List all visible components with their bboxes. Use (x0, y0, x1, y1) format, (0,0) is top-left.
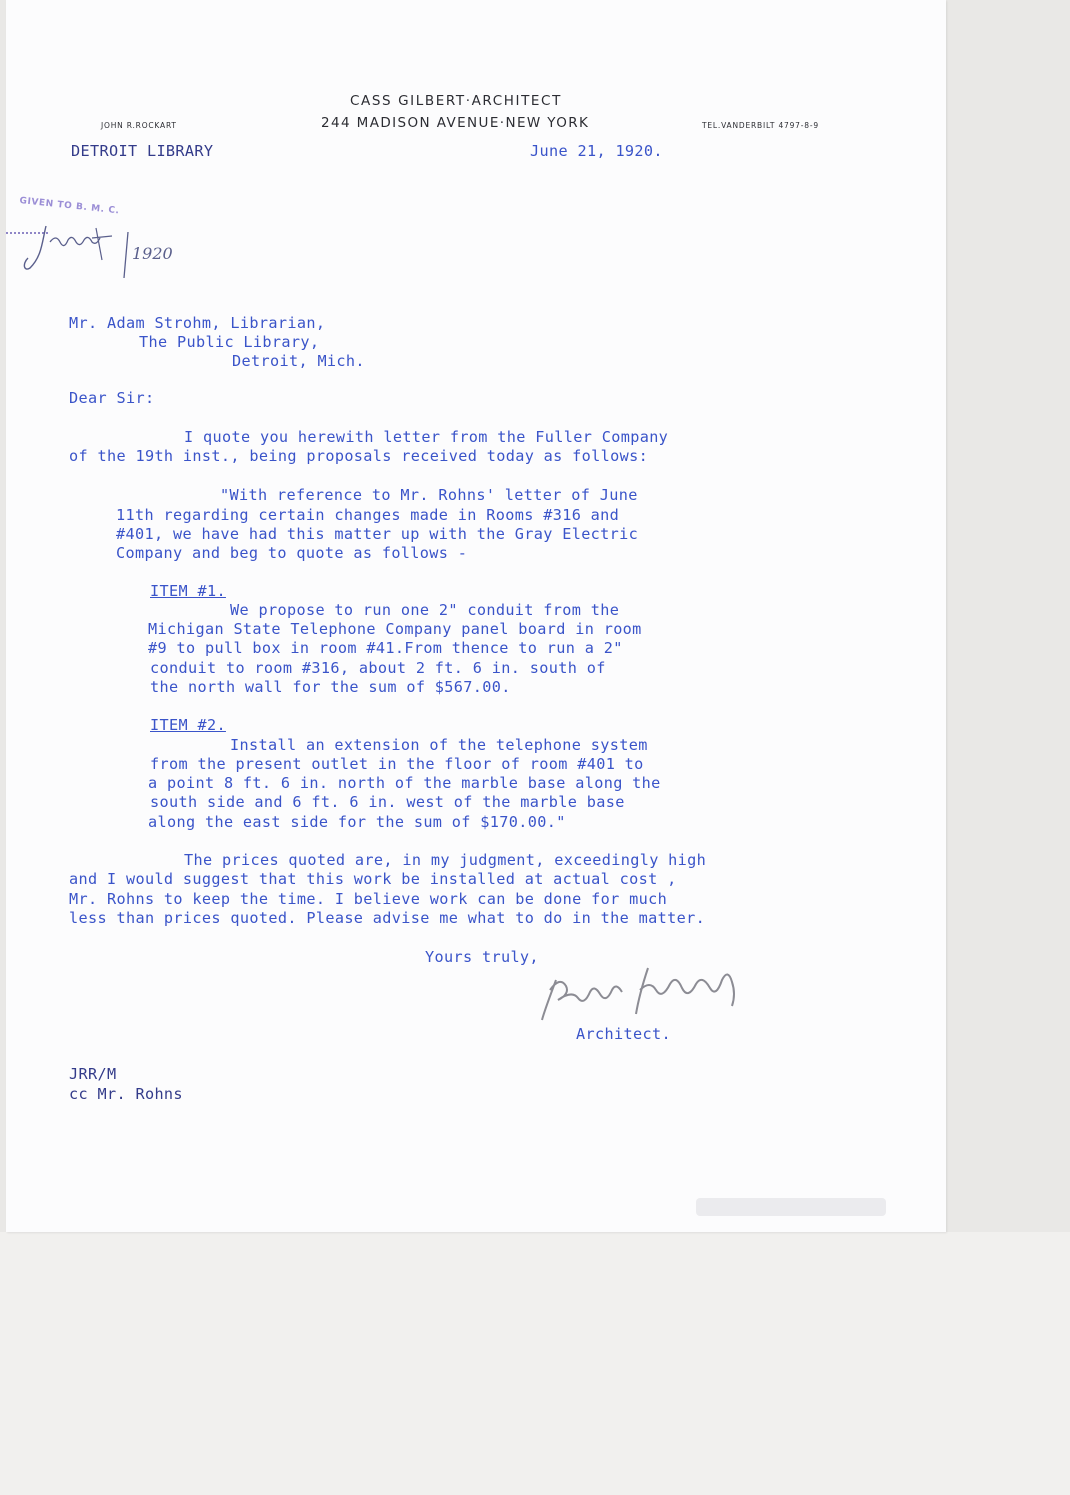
signature-image (536, 950, 776, 1030)
salutation: Dear Sir: (69, 389, 155, 407)
item-2-line-2: from the present outlet in the floor of room #401 to (150, 755, 644, 773)
letterhead-firm: CASS GILBERT·ARCHITECT (350, 93, 562, 109)
letterhead-left-name: JOHN R.ROCKART (101, 121, 177, 130)
closing-line-3: Mr. Rohns to keep the time. I believe work can be done for much (69, 890, 668, 908)
recipient-line-1: Mr. Adam Strohm, Librarian, (69, 314, 326, 332)
closing-line-2: and I would suggest that this work be installed at actual cost , (69, 870, 677, 888)
show-through-marks (696, 1190, 896, 1230)
signer-title: Architect. (576, 1025, 671, 1043)
typist-initials: JRR/M (69, 1065, 117, 1083)
item-2-line-5: along the east side for the sum of $170.00." (148, 813, 566, 831)
item-1-line-5: the north wall for the sum of $567.00. (150, 678, 511, 696)
closing-salutation: Yours truly, (425, 948, 539, 966)
item-1-line-2: Michigan State Telephone Company panel board in room (148, 620, 642, 638)
quote-line-3: #401, we have had this matter up with the Gray Electric (116, 525, 639, 543)
closing-line-4: less than prices quoted. Please advise me what to do in the matter. (69, 909, 706, 927)
item-2-line-1: Install an extension of the telephone system (230, 736, 648, 754)
item-1-line-1: We propose to run one 2" conduit from the (230, 601, 620, 619)
letter-page (6, 0, 946, 1232)
carbon-copy: cc Mr. Rohns (69, 1085, 183, 1103)
intro-line-1: I quote you herewith letter from the Fuller Company (184, 428, 669, 446)
handwritten-date (16, 212, 176, 282)
item-2-line-4: south side and 6 ft. 6 in. west of the marble base (150, 793, 625, 811)
item-1-line-3: #9 to pull box in room #41.From thence to run a 2" (148, 639, 623, 657)
item-2-line-3: a point 8 ft. 6 in. north of the marble base along the (148, 774, 661, 792)
svg-text:1920: 1920 (132, 244, 173, 263)
item-2-heading: ITEM #2. (150, 716, 226, 734)
quote-line-4: Company and beg to quote as follows - (116, 544, 468, 562)
received-stamp: GIVEN TO B. M. C. (18, 196, 121, 217)
recipient-line-3: Detroit, Mich. (232, 352, 365, 370)
item-1-line-4: conduit to room #316, about 2 ft. 6 in. south of (150, 659, 606, 677)
item-1-heading: ITEM #1. (150, 582, 226, 600)
closing-line-1: The prices quoted are, in my judgment, exceedingly high (184, 851, 707, 869)
intro-line-2: of the 19th inst., being proposals received today as follows: (69, 447, 649, 465)
recipient-line-2: The Public Library, (139, 333, 320, 351)
background-surface (0, 1232, 1070, 1495)
letter-date: June 21, 1920. (530, 142, 663, 160)
letterhead-address: 244 MADISON AVENUE·NEW YORK (321, 115, 590, 131)
subject-line: DETROIT LIBRARY (71, 142, 214, 160)
quote-line-2: 11th regarding certain changes made in Rooms #316 and (116, 506, 620, 524)
letterhead-phone: TEL.VANDERBILT 4797-8-9 (702, 121, 819, 130)
quote-line-1: "With reference to Mr. Rohns' letter of June (220, 486, 638, 504)
